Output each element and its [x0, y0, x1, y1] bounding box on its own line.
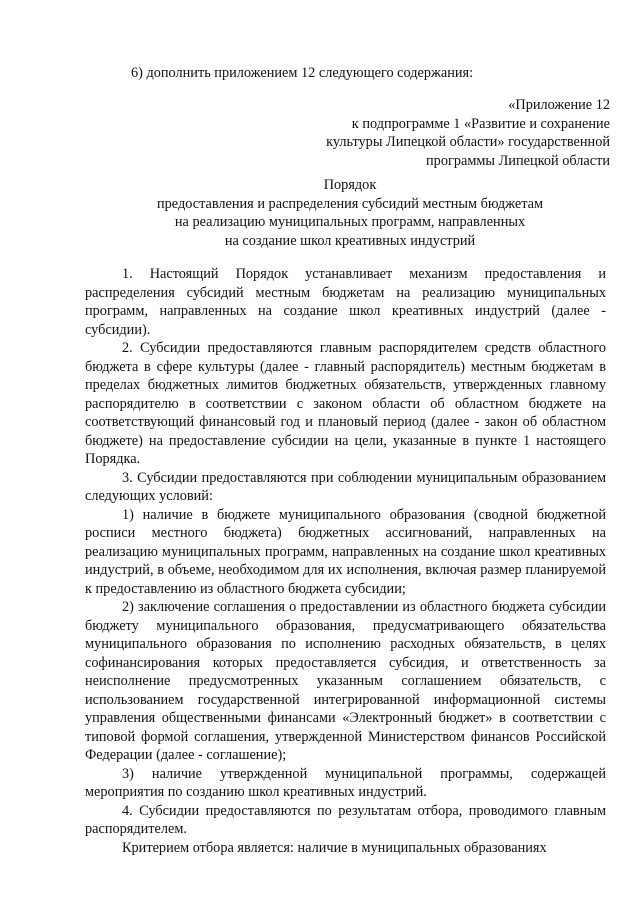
appendix-header-line: «Приложение 12 [508, 97, 610, 113]
document-body [85, 265, 606, 857]
document-subtitle-line: предоставления и распределения субсидий местным бюджетам [156, 195, 544, 212]
paragraph: 3. Субсидии предоставляются при соблюдении муниципальным образованием следующих условий: [85, 469, 606, 504]
paragraph: Критерием отбора является: наличие в муниципальных образованиях [122, 839, 547, 856]
paragraph: 1. Настоящий Порядок устанавливает механизм предоставления и распределения субсидий местным бюджетам на реализацию муниципальных программ, направленных на создание школ креативных индустрий (далее - субсидии). [85, 266, 606, 338]
document-title: Порядок [323, 177, 377, 193]
appendix-header-line: программы Липецкой области [426, 152, 610, 169]
appendix-header-line: культуры Липецкой области» государственной [326, 134, 610, 150]
document-subtitle-line: на реализацию муниципальных программ, направленных [174, 214, 526, 230]
document-heading [110, 176, 590, 250]
paragraph: 3) наличие утвержденной муниципальной программы, содержащей мероприятия по созданию школ креативных индустрий. [85, 765, 606, 800]
paragraph: 4. Субсидии предоставляются по результатам отбора, проводимого главным распорядителем. [85, 802, 606, 837]
appendix-header [230, 96, 610, 170]
paragraph: 1) наличие в бюджете муниципального образования (сводной бюджетной росписи местного бюджета) бюджетных ассигнований, направленных на реализацию муниципальных программ, направленных на создание школ креативных индустрий, в объеме, необходимом для их исполнения, включая размер планируемой к предоставлению из областного бюджета субсидии; [85, 506, 606, 597]
document-subtitle-line: на создание школ креативных индустрий [224, 232, 476, 249]
amendment-line: 6) дополнить приложением 12 следующего содержания: [131, 65, 474, 81]
paragraph: 2) заключение соглашения о предоставлении из областного бюджета субсидии бюджету муниципального образования, предусматривающего обязательства муниципального образования по исполнению расходных обязательств, в целях софинансирования которых предоставляется субсидия, и ответственность за неисполнение предусмотренных указанным соглашением обязательств, с использованием государственной интегрированной информационной системы управления общественными финансами «Электронный бюджет» в соответствии с типовой формой соглашения, утвержденной Министерством финансов Российской Федерации (далее - соглашение); [85, 599, 606, 763]
paragraph: 2. Субсидии предоставляются главным распорядителем средств областного бюджета в сфере культуры (далее - главный распорядитель) местным бюджетам в пределах бюджетных лимитов бюджетных обязательств, утвержденных главному распорядителю в соответствии с законом области об областном бюджете на соответствующий финансовый год и плановый период (далее - закон об областном бюджете) на предоставление субсидии на цели, указанные в пункте 1 настоящего Порядка. [85, 340, 606, 467]
appendix-header-line: к подпрограмме 1 «Развитие и сохранение [351, 115, 610, 132]
